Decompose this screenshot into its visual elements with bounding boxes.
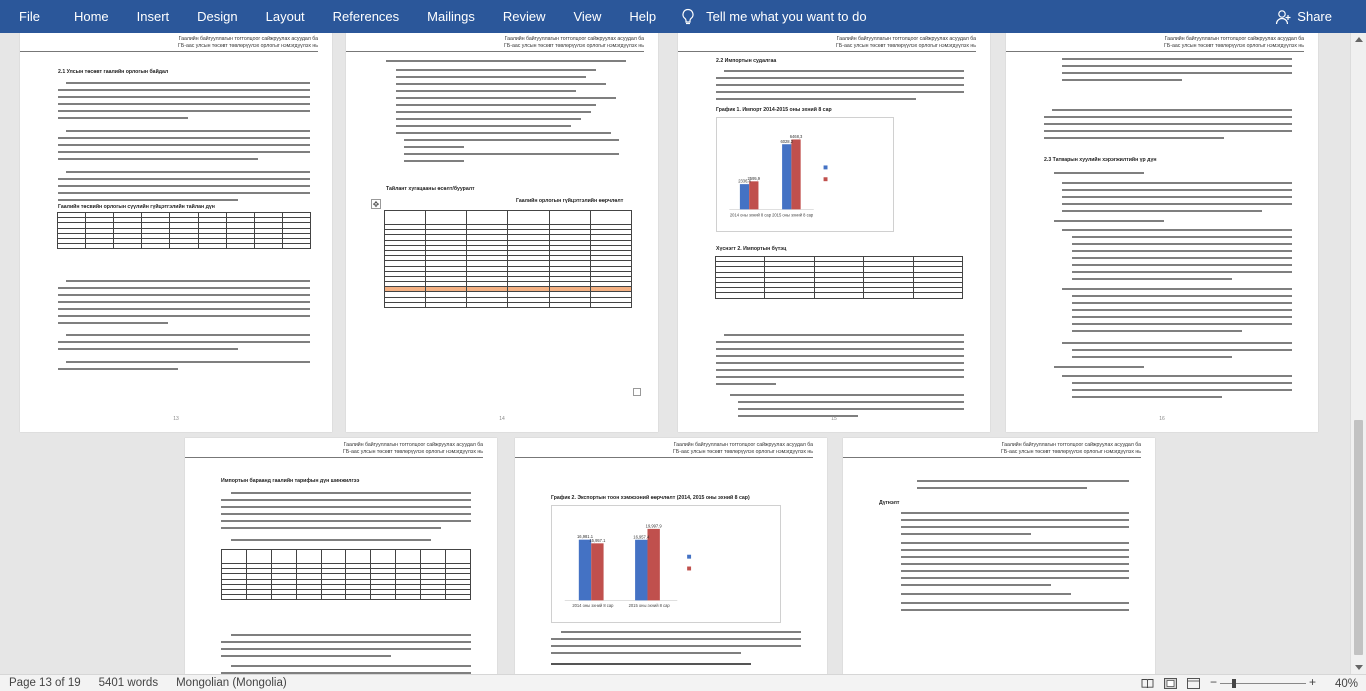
status-bar [0,674,1366,691]
tab-references[interactable]: References [332,9,400,24]
section-heading: 2.2 Импортын судалгаа [716,58,777,64]
header-line-2: ГБ-ааc улсын төсөвт төвлөрүүлэх орлогыг нэмэгдүүлэх нь [1001,449,1141,455]
zoom-in-icon[interactable]: + [1308,675,1316,689]
section-heading: Тайлант хугацааны өсөлт/бууралт [386,186,475,192]
category-label: 2015 оны эхний 8 сар [772,212,814,218]
zoom-slider[interactable] [1210,675,1316,689]
header-line-1: Гаалийн байгууллагын тогтолцоог сайжруулах асуудал ба [343,442,483,448]
data-label: 19,997.9 [645,523,662,529]
page-15[interactable] [678,33,990,432]
category-label: 2014 оны эхний 8 сар [729,212,771,218]
read-mode-icon[interactable] [1141,678,1154,689]
page-header [343,442,483,456]
import-chart-svg [717,118,893,231]
page-19[interactable] [843,438,1155,674]
zoom-thumb[interactable] [1232,679,1236,688]
page-header [673,442,813,456]
tab-review[interactable]: Review [502,9,546,24]
revenue-table [57,212,311,249]
tab-layout[interactable]: Layout [265,9,305,24]
view-controls [1141,675,1358,691]
header-line-1: Гаалийн байгууллагын тогтолцоог сайжруулах асуудал ба [504,36,644,42]
data-label: 2336,4 [738,178,751,184]
tariff-table [221,549,471,600]
page-header [1164,36,1304,50]
person-icon [1275,9,1291,25]
export-chart-svg [552,506,780,622]
table-move-handle[interactable]: ✥ [372,200,380,209]
page-13[interactable] [20,33,332,432]
page-17[interactable] [185,438,497,674]
legend-swatch-0 [687,555,691,559]
page-number: 16 [1159,416,1165,422]
data-label: 6028,2 [780,138,794,144]
section-heading: 2.3 Татварын хуулийн хэрэгжилтийн үр дүн [1044,157,1157,163]
page-16[interactable] [1006,33,1318,432]
legend-swatch-0 [824,165,828,169]
zoom-out-icon[interactable]: − [1210,675,1218,689]
legend-swatch-1 [687,567,691,571]
scroll-down-icon[interactable] [1355,665,1363,670]
page-number: 13 [173,416,179,422]
header-line-1: Гаалийн байгууллагын тогтолцоог сайжруулах асуудал ба [673,442,813,448]
data-label: 6468,3 [789,133,803,139]
share-button[interactable] [1275,0,1332,33]
table-caption: Гаалийн орлогын гүйцэтгэлийн өөрчлөлт [516,198,624,204]
word-count[interactable]: 5401 words [98,677,159,689]
chart-caption: График 1. Импорт 2014-2015 оны эхний 8 сар [716,107,832,113]
data-label: 15,957.1 [589,537,606,543]
revenue-detail-table [384,210,632,308]
scroll-thumb[interactable] [1354,420,1363,655]
page-header [178,36,318,50]
tab-file[interactable]: File [19,9,40,24]
vertical-scrollbar[interactable] [1350,33,1366,674]
category-label: 2015 оны эхний 8 сар [628,603,670,609]
page-header [504,36,644,50]
page-number: 15 [831,416,837,422]
page-14[interactable] [346,33,658,432]
export-chart[interactable] [551,505,781,623]
bar-series-0-cat-1 [782,144,791,209]
legend-swatch-1 [824,177,828,181]
bar-series-1-cat-0 [591,543,603,600]
tab-home[interactable]: Home [73,9,109,24]
header-line-2: ГБ-ааc улсын төсөвт төвлөрүүлэх орлогыг нэмэгдүүлэх нь [178,43,318,49]
import-structure-table [715,256,963,299]
data-label: 16,981.1 [577,534,594,540]
scroll-up-icon[interactable] [1355,37,1363,42]
header-line-1: Гаалийн байгууллагын тогтолцоог сайжруулах асуудал ба [836,36,976,42]
tab-view[interactable]: View [573,9,602,24]
tab-design[interactable]: Design [197,9,238,24]
header-line-1: Гаалийн байгууллагын тогтолцоог сайжруулах асуудал ба [1001,442,1141,448]
header-line-2: ГБ-ааc улсын төсөвт төвлөрүүлэх орлогыг нэмэгдүүлэх нь [1164,43,1304,49]
tell-me-label: Tell me what you want to do [706,9,867,24]
chart-caption: График 2. Экспортын тоон хэмжээний өөрчлөлт (2014, 2015 оны эхний 8 сар) [551,495,750,501]
bar-series-1-cat-1 [647,529,659,600]
page-header [1001,442,1141,456]
section-heading: Импортын бараанд гаалийн тарифын дүн шинжилгээ [221,478,360,484]
table-caption: Гаалийн төсвийн орлогын сүүлийн гүйцэтгэлийн тайлан дүн [58,204,215,210]
page-count[interactable]: Page 13 of 19 [9,677,81,689]
category-label: 2014 оны эхний 8 сар [572,603,614,609]
tab-insert[interactable]: Insert [136,9,170,24]
bar-series-0-cat-0 [740,184,749,209]
web-layout-icon[interactable] [1187,678,1200,689]
zoom-level[interactable]: 40% [1334,677,1358,690]
conclusion-heading: Дүгнэлт [879,500,900,506]
tab-mailings[interactable]: Mailings [427,9,475,24]
header-line-1: Гаалийн байгууллагын тогтолцоог сайжруулах асуудал ба [1164,36,1304,42]
table-caption: Хүснэгт 2. Импортын бүтэц [716,246,787,252]
header-line-1: Гаалийн байгууллагын тогтолцоог сайжруулах асуудал ба [178,36,318,42]
data-label: 2595,9 [747,175,761,181]
print-layout-icon[interactable] [1164,678,1177,689]
language-indicator[interactable]: Mongolian (Mongolia) [176,677,287,689]
import-chart[interactable] [716,117,894,232]
header-line-2: ГБ-ааc улсын төсөвт төвлөрүүлэх орлогыг нэмэгдүүлэх нь [343,449,483,455]
header-line-2: ГБ-ааc улсын төсөвт төвлөрүүлэх орлогыг нэмэгдүүлэх нь [504,43,644,49]
bar-series-1-cat-1 [791,139,800,209]
document-canvas[interactable] [0,33,1350,674]
bar-series-1-cat-0 [749,181,758,209]
page-18[interactable] [515,438,827,674]
page-number: 14 [499,416,505,422]
tab-help[interactable]: Help [629,9,657,24]
data-label: 16,957.4 [633,534,650,540]
ribbon-tab-bar [0,0,1366,33]
table-resize-handle[interactable] [633,388,641,396]
lightbulb-icon [680,8,696,26]
page-header [836,36,976,50]
section-heading: 2.1 Улсын төсөвт гаалийн орлогын байдал [58,69,169,75]
share-label: Share [1297,9,1332,24]
tell-me-search[interactable] [670,0,880,33]
header-line-2: ГБ-ааc улсын төсөвт төвлөрүүлэх орлогыг нэмэгдүүлэх нь [673,449,813,455]
header-line-2: ГБ-ааc улсын төсөвт төвлөрүүлэх орлогыг нэмэгдүүлэх нь [836,43,976,49]
bar-series-0-cat-0 [579,540,591,601]
bar-series-0-cat-1 [635,540,647,601]
